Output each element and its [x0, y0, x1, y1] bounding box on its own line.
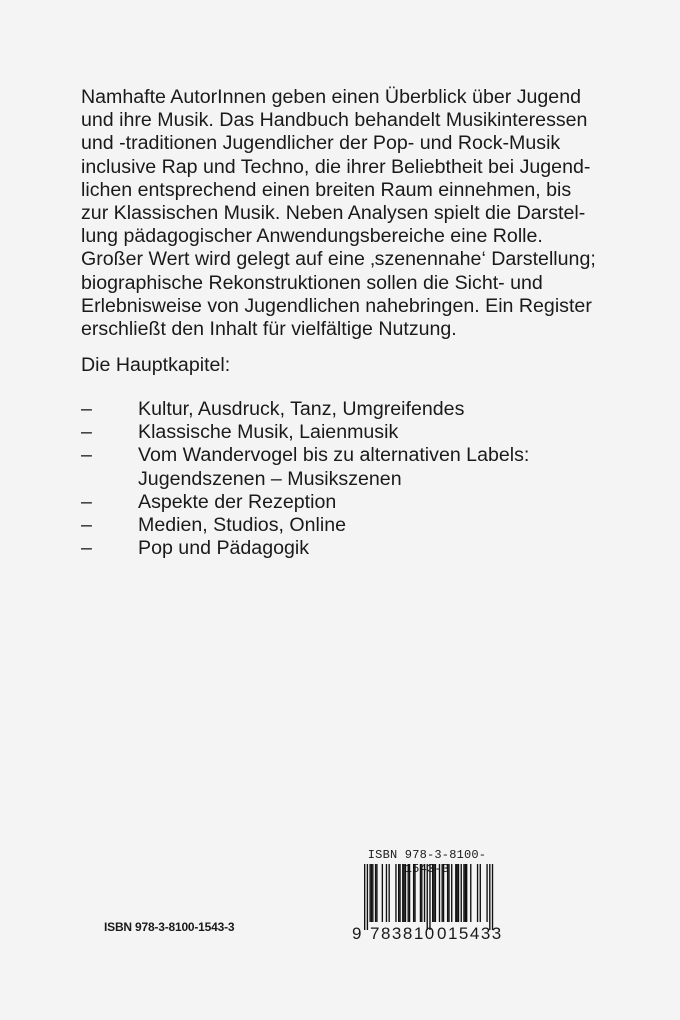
- barcode-digits: [352, 924, 502, 944]
- chapter-item: [81, 491, 641, 514]
- dash-bullet: –: [81, 537, 92, 560]
- description-line: zur Klassischen Musik. Neben Analysen spielt die Darstel-: [81, 202, 586, 225]
- description-line: biographische Rekonstruktionen sollen die Sicht- und: [81, 271, 543, 294]
- dash-bullet: –: [81, 398, 92, 420]
- barcode-bar: [463, 864, 464, 922]
- chapter-title: Aspekte der Rezeption: [138, 490, 337, 513]
- chapter-list: [81, 398, 641, 560]
- barcode-bar: [458, 864, 459, 922]
- barcode-bar: [372, 864, 373, 922]
- barcode-bar: [369, 864, 370, 922]
- barcode-bar: [420, 864, 421, 922]
- barcode-bar: [395, 864, 396, 922]
- description-line: Erlebnisweise von Jugendlichen nahebringen. Ein Register: [81, 294, 592, 317]
- chapter-title: Klassische Musik, Laienmusik: [138, 421, 399, 444]
- isbn-label: ISBN 978-3-8100-1543-3: [104, 920, 235, 934]
- barcode-bar: [447, 864, 448, 922]
- barcode-bar: [456, 864, 457, 922]
- barcode-left-group: 783810: [370, 924, 436, 943]
- barcode-bar: [433, 864, 434, 922]
- description-line: und ihre Musik. Das Handbuch behandelt Musikinteressen: [81, 109, 588, 132]
- barcode-bar: [470, 864, 471, 922]
- barcode-bar: [409, 864, 410, 922]
- barcode-bar: [451, 864, 452, 922]
- barcode-first-digit: 9: [352, 924, 362, 943]
- dash-bullet: –: [81, 421, 92, 444]
- description-text: [81, 86, 641, 341]
- barcode-bar: [382, 864, 383, 922]
- dash-bullet: –: [81, 444, 92, 467]
- barcode-bar: [443, 864, 444, 922]
- isbn-barcode: [352, 848, 502, 946]
- barcode-isbn-text: ISBN 978-3-8100- 543-3: [367, 848, 487, 876]
- barcode-bar: [489, 864, 490, 930]
- barcode-bar: [421, 864, 422, 922]
- barcode-bar: [435, 864, 436, 922]
- chapter-title: Vom Wandervogel bis zu alternativen Labels: Jugendszenen – Musikszenen: [138, 444, 530, 490]
- chapter-title: Pop und Pädagogik: [138, 537, 310, 560]
- barcode-bar: [371, 864, 372, 922]
- description-line: erschließt den Inhalt für vielfältige Nutzung.: [81, 318, 457, 341]
- chapter-item: [81, 444, 641, 490]
- chapter-item: [81, 421, 641, 444]
- barcode-bar: [364, 864, 365, 930]
- description-line: und -traditionen Jugendlicher der Pop- und Rock-Musik: [81, 132, 561, 155]
- barcode-right-group: 015433: [437, 924, 503, 943]
- chapter-item: [81, 537, 641, 560]
- barcode-bar: [465, 864, 466, 922]
- barcode-bar: [480, 864, 481, 922]
- barcode-bar: [461, 864, 462, 922]
- barcode-bar: [402, 864, 403, 922]
- barcode-bar: [408, 864, 409, 922]
- chapter-title: Medien, Studios, Online: [138, 514, 347, 537]
- description-line: lichen entsprechend einen breiten Raum einnehmen, bis: [81, 178, 572, 201]
- barcode-bar: [413, 864, 414, 922]
- barcode-bar: [429, 864, 430, 930]
- barcode-bar: [375, 864, 376, 922]
- barcode-bar: [486, 864, 487, 922]
- description-line: Großer Wert wird gelegt auf eine ‚szenennahe‘ Darstellung;: [81, 248, 596, 271]
- barcode-bar: [448, 864, 449, 922]
- chapters-heading: Die Hauptkapitel:: [81, 354, 231, 376]
- barcode-bar: [367, 864, 368, 930]
- chapter-title: Kultur, Ausdruck, Tanz, Umgreifendes: [138, 398, 465, 420]
- barcode-bar: [477, 864, 478, 922]
- barcode-bar: [399, 864, 400, 922]
- barcode-bar: [405, 864, 406, 922]
- barcode-bar: [398, 864, 399, 922]
- chapter-item: [81, 398, 641, 421]
- barcode-bar: [455, 864, 456, 922]
- barcode-bar: [403, 864, 404, 922]
- barcode-bar: [388, 864, 389, 922]
- barcode-bar: [432, 864, 433, 922]
- chapter-item: [81, 514, 641, 537]
- description-line: lung pädagogischer Anwendungsbereiche eine Rolle.: [81, 225, 543, 248]
- dash-bullet: –: [81, 490, 92, 513]
- barcode-bar: [439, 864, 440, 922]
- barcode-bar: [376, 864, 377, 922]
- dash-bullet: –: [81, 514, 92, 537]
- barcode-bar: [492, 864, 493, 930]
- barcode-bar: [414, 864, 415, 922]
- barcode-bars: [356, 864, 498, 930]
- barcode-bar: [427, 864, 428, 930]
- description-line: Namhafte AutorInnen geben einen Überblick über Jugend: [81, 86, 581, 108]
- barcode-bar: [442, 864, 443, 922]
- barcode-bar: [466, 864, 467, 922]
- description-line: inclusive Rap und Techno, die ihrer Beliebtheit bei Jugend-: [81, 155, 591, 178]
- barcode-bar: [424, 864, 425, 922]
- barcode-bar: [386, 864, 387, 922]
